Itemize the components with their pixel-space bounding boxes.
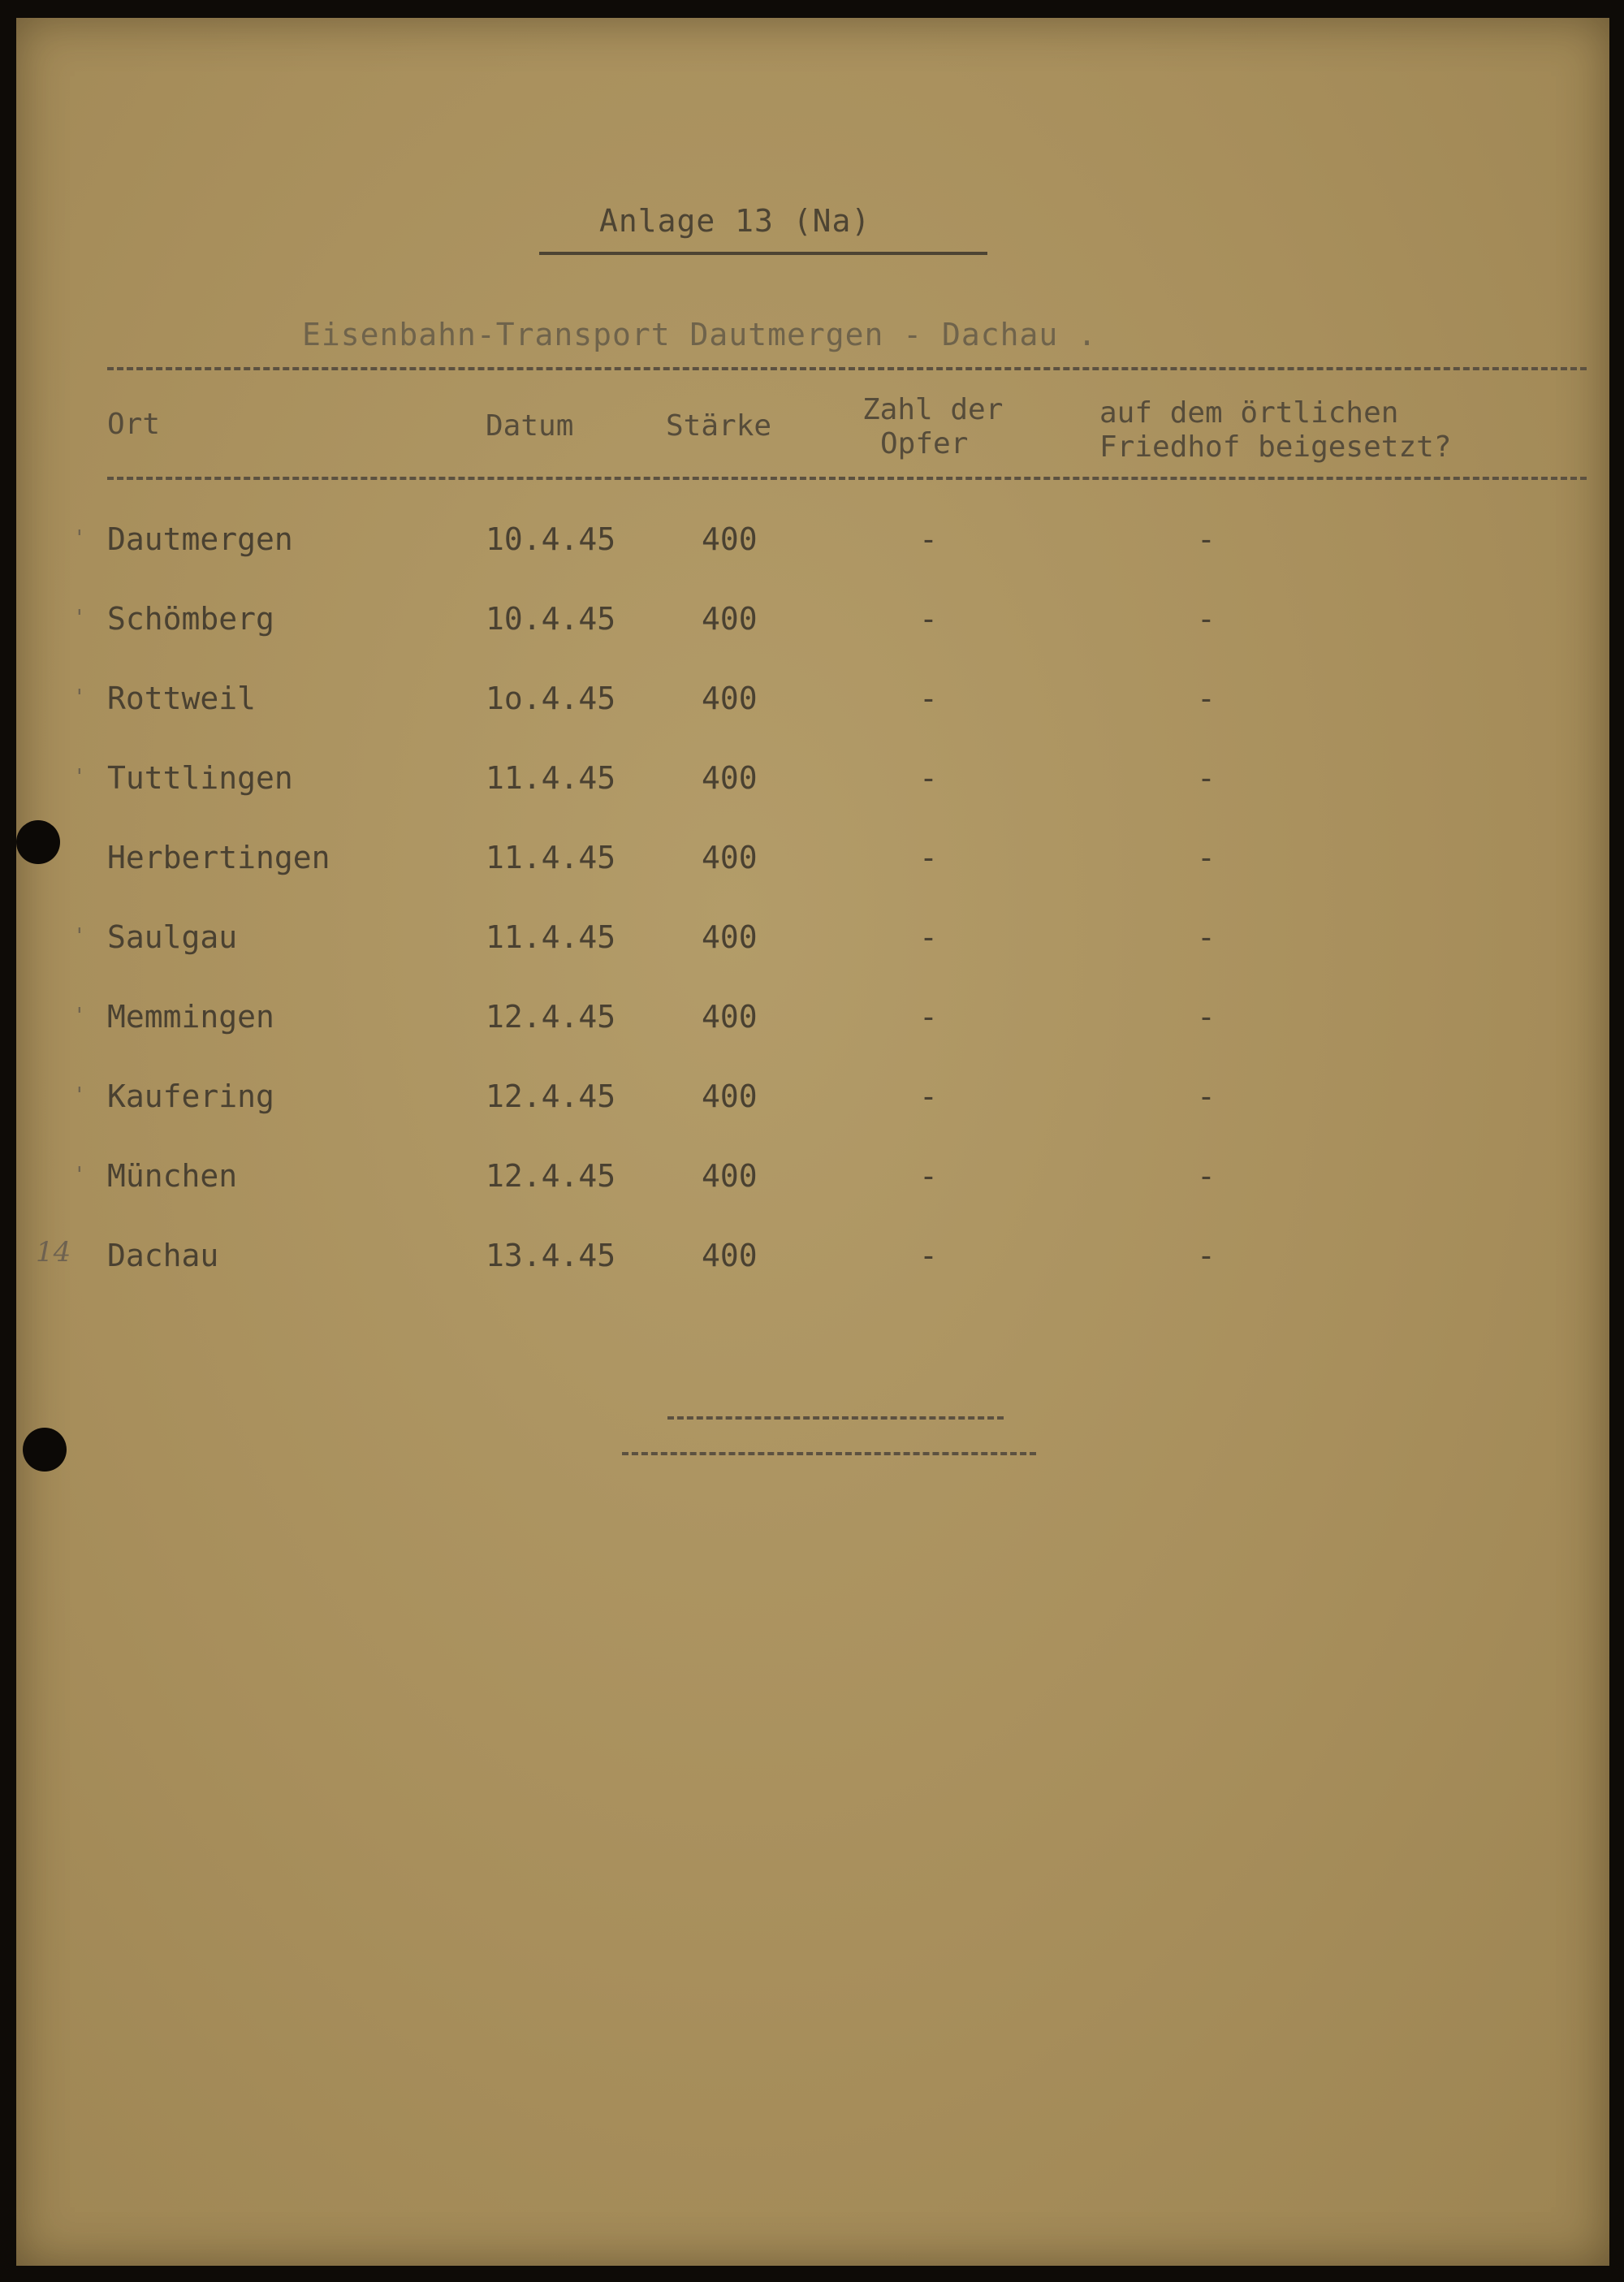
paper-sheet [16, 18, 1609, 2266]
cell-datum: 13.4.45 [486, 1238, 616, 1273]
cell-staerke: 400 [702, 999, 758, 1035]
column-header-opfer-line2: Opfer [880, 427, 969, 460]
cell-friedhof: - [1197, 999, 1216, 1035]
closing-rule-top [667, 1416, 1004, 1420]
cell-ort: München [107, 1158, 238, 1194]
cell-friedhof: - [1197, 760, 1216, 796]
cell-staerke: 400 [702, 840, 758, 875]
tick-mark: ' [73, 1163, 86, 1187]
table-row [16, 1078, 1609, 1127]
cell-datum: 1o.4.45 [486, 681, 616, 716]
cell-staerke: 400 [702, 1238, 758, 1273]
column-header-opfer-line1: Zahl der [862, 393, 1004, 426]
document-title: Anlage 13 (Na) [599, 203, 871, 239]
cell-opfer: - [919, 1238, 938, 1273]
paper-edge-shadow [16, 18, 1609, 2266]
column-header-ort: Ort [107, 408, 161, 441]
cell-ort: Kaufering [107, 1078, 274, 1114]
tick-mark: ' [73, 685, 86, 710]
handwritten-annotation: 14 [36, 1236, 71, 1268]
cell-ort: Dachau [107, 1238, 219, 1273]
cell-datum: 10.4.45 [486, 521, 616, 557]
cell-ort: Tuttlingen [107, 760, 293, 796]
cell-staerke: 400 [702, 521, 758, 557]
cell-staerke: 400 [702, 601, 758, 637]
cell-opfer: - [919, 760, 938, 796]
table-row [16, 521, 1609, 570]
cell-ort: Dautmergen [107, 521, 293, 557]
cell-datum: 12.4.45 [486, 999, 616, 1035]
cell-opfer: - [919, 1158, 938, 1194]
punch-hole [16, 820, 60, 864]
cell-friedhof: - [1197, 681, 1216, 716]
cell-friedhof: - [1197, 1078, 1216, 1114]
tick-mark: ' [73, 765, 86, 789]
tick-mark: ' [73, 606, 86, 630]
cell-opfer: - [919, 840, 938, 875]
column-header-friedhof-line1: auf dem örtlichen [1099, 396, 1399, 430]
column-header-datum: Datum [486, 409, 574, 443]
document-subtitle: Eisenbahn-Transport Dautmergen - Dachau . [302, 317, 1097, 352]
cell-ort: Rottweil [107, 681, 257, 716]
cell-ort: Herbertingen [107, 840, 330, 875]
table-row [16, 919, 1609, 968]
cell-opfer: - [919, 919, 938, 955]
cell-friedhof: - [1197, 840, 1216, 875]
cell-staerke: 400 [702, 919, 758, 955]
punch-hole [23, 1428, 67, 1472]
table-row [16, 1238, 1609, 1286]
cell-friedhof: - [1197, 601, 1216, 637]
table-row [16, 601, 1609, 650]
cell-staerke: 400 [702, 681, 758, 716]
header-bottom-rule [107, 477, 1587, 480]
title-underline [539, 252, 987, 255]
table-row [16, 999, 1609, 1048]
tick-mark: ' [73, 1004, 86, 1028]
cell-opfer: - [919, 681, 938, 716]
table-row [16, 760, 1609, 809]
tick-mark: ' [73, 924, 86, 949]
cell-staerke: 400 [702, 1158, 758, 1194]
cell-friedhof: - [1197, 919, 1216, 955]
cell-datum: 11.4.45 [486, 919, 616, 955]
cell-ort: Schömberg [107, 601, 274, 637]
cell-friedhof: - [1197, 1238, 1216, 1273]
table-row [16, 840, 1609, 888]
tick-mark: ' [73, 526, 86, 551]
table-row [16, 1158, 1609, 1207]
cell-opfer: - [919, 1078, 938, 1114]
cell-friedhof: - [1197, 1158, 1216, 1194]
cell-staerke: 400 [702, 1078, 758, 1114]
cell-opfer: - [919, 521, 938, 557]
column-header-friedhof-line2: Friedhof beigesetzt? [1099, 430, 1452, 464]
header-top-rule [107, 367, 1587, 370]
cell-ort: Memmingen [107, 999, 274, 1035]
column-header-staerke: Stärke [666, 409, 772, 443]
cell-datum: 11.4.45 [486, 760, 616, 796]
cell-opfer: - [919, 999, 938, 1035]
cell-friedhof: - [1197, 521, 1216, 557]
tick-mark: ' [73, 1083, 86, 1108]
table-row [16, 681, 1609, 729]
cell-datum: 11.4.45 [486, 840, 616, 875]
cell-ort: Saulgau [107, 919, 238, 955]
cell-datum: 12.4.45 [486, 1078, 616, 1114]
closing-rule-bottom [622, 1452, 1036, 1455]
cell-staerke: 400 [702, 760, 758, 796]
cell-datum: 10.4.45 [486, 601, 616, 637]
cell-datum: 12.4.45 [486, 1158, 616, 1194]
cell-opfer: - [919, 601, 938, 637]
